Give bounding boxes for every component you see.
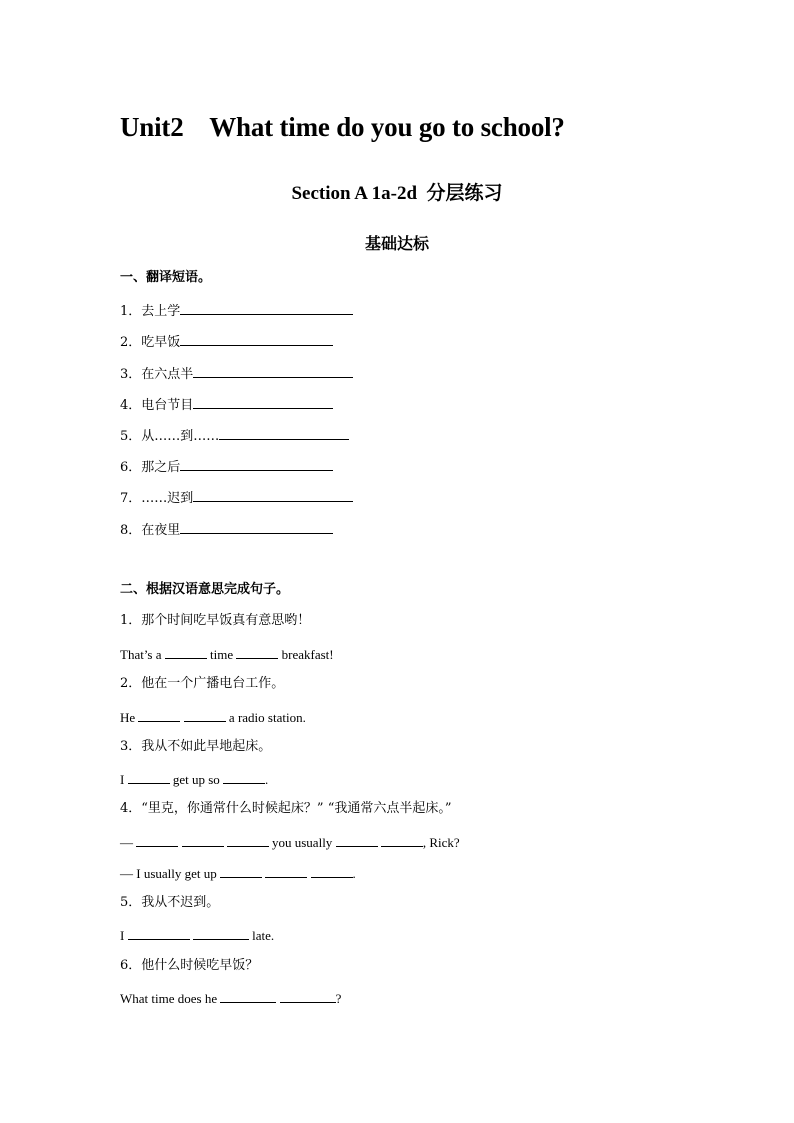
level-heading: 基础达标 (364, 234, 429, 253)
answer-blank[interactable] (220, 989, 276, 1003)
answer-blank[interactable] (193, 926, 249, 940)
phrase-item-7 (120, 488, 353, 507)
sentence-prompt-3 (120, 739, 271, 755)
answer-blank[interactable] (128, 770, 170, 784)
answer-blank[interactable] (311, 864, 353, 878)
answer-blank[interactable] (182, 833, 224, 847)
item-text: 他在一个广播电台工作。 (141, 676, 285, 691)
phrase-item-1 (120, 301, 353, 320)
phrase-item-6 (120, 457, 333, 476)
answer-blank[interactable] (336, 833, 378, 847)
answer-blank[interactable] (136, 833, 178, 847)
item-text: 我从不迟到。 (141, 895, 220, 910)
item-text: 那之后 (141, 460, 181, 475)
item-number: 1． (120, 304, 142, 319)
answer-blank[interactable] (227, 833, 269, 847)
item-number: 5． (120, 429, 142, 444)
phrase-item-3 (120, 364, 353, 383)
sentence-prompt-1 (120, 613, 310, 629)
item-number: 5． (120, 895, 142, 910)
item-text: 我从不如此早地起床。 (141, 739, 272, 754)
section-subtitle: Section A 1a-2d 分层练习 (291, 183, 503, 204)
item-text: “里克，你通常什么时候起床？” “我通常六点半起床。” (141, 801, 452, 816)
item-text: 电台节目 (141, 398, 194, 413)
item-text: 在夜里 (141, 523, 181, 538)
answer-blank[interactable] (180, 332, 333, 346)
answer-blank[interactable] (193, 488, 353, 502)
answer-blank[interactable] (138, 708, 180, 722)
item-number: 2． (120, 676, 142, 691)
item-text: 那个时间吃早饭真有意思哟！ (141, 613, 311, 628)
phrase-item-2 (120, 332, 333, 351)
item-text: 他什么时候吃早饭？ (141, 958, 259, 973)
sentence-answer-4a: — you usually , Rick? (120, 835, 460, 850)
item-text: 从……到…… (141, 429, 220, 444)
answer-blank[interactable] (165, 645, 207, 659)
sentence-answer-1: That’s a time breakfast! (120, 647, 334, 662)
item-number: 6． (120, 958, 142, 973)
item-text: 去上学 (141, 304, 181, 319)
answer-blank[interactable] (223, 770, 265, 784)
sentence-prompt-4 (120, 801, 452, 817)
answer-blank[interactable] (128, 926, 190, 940)
phrase-item-4 (120, 395, 333, 414)
item-text: 吃早饭 (141, 335, 181, 350)
sentence-prompt-2 (120, 676, 284, 692)
answer-blank[interactable] (381, 833, 423, 847)
answer-blank[interactable] (265, 864, 307, 878)
answer-blank[interactable] (219, 426, 349, 440)
phrase-item-8 (120, 520, 333, 539)
answer-blank[interactable] (220, 864, 262, 878)
answer-blank[interactable] (184, 708, 226, 722)
answer-blank[interactable] (280, 989, 336, 1003)
item-number: 3． (120, 367, 142, 382)
answer-blank[interactable] (180, 301, 353, 315)
item-number: 1． (120, 613, 142, 628)
sentence-answer-5: I late. (120, 928, 275, 943)
item-number: 3． (120, 739, 142, 754)
sentence-prompt-5 (120, 895, 219, 911)
sentence-answer-6: What time does he ? (120, 991, 342, 1006)
part2-heading: 二、根据汉语意思完成句子。 (120, 582, 290, 597)
answer-blank[interactable] (180, 520, 333, 534)
sentence-answer-3: I get up so . (120, 772, 269, 787)
sentence-answer-4b: — I usually get up . (120, 866, 356, 881)
part1-heading: 一、翻译短语。 (120, 270, 212, 285)
item-number: 7． (120, 491, 142, 506)
item-number: 6． (120, 460, 142, 475)
item-number: 4． (120, 801, 142, 816)
item-number: 4． (120, 398, 142, 413)
sentence-answer-2: He a radio station. (120, 710, 306, 725)
answer-blank[interactable] (193, 395, 333, 409)
answer-blank[interactable] (180, 457, 333, 471)
sentence-prompt-6 (120, 958, 258, 974)
answer-blank[interactable] (193, 364, 353, 378)
item-text: 在六点半 (141, 367, 194, 382)
item-number: 2． (120, 335, 142, 350)
item-number: 8． (120, 523, 142, 538)
page-title: Unit2 What time do you go to school? (120, 112, 565, 142)
item-text: ……迟到 (141, 491, 194, 506)
answer-blank[interactable] (236, 645, 278, 659)
phrase-item-5 (120, 426, 349, 445)
